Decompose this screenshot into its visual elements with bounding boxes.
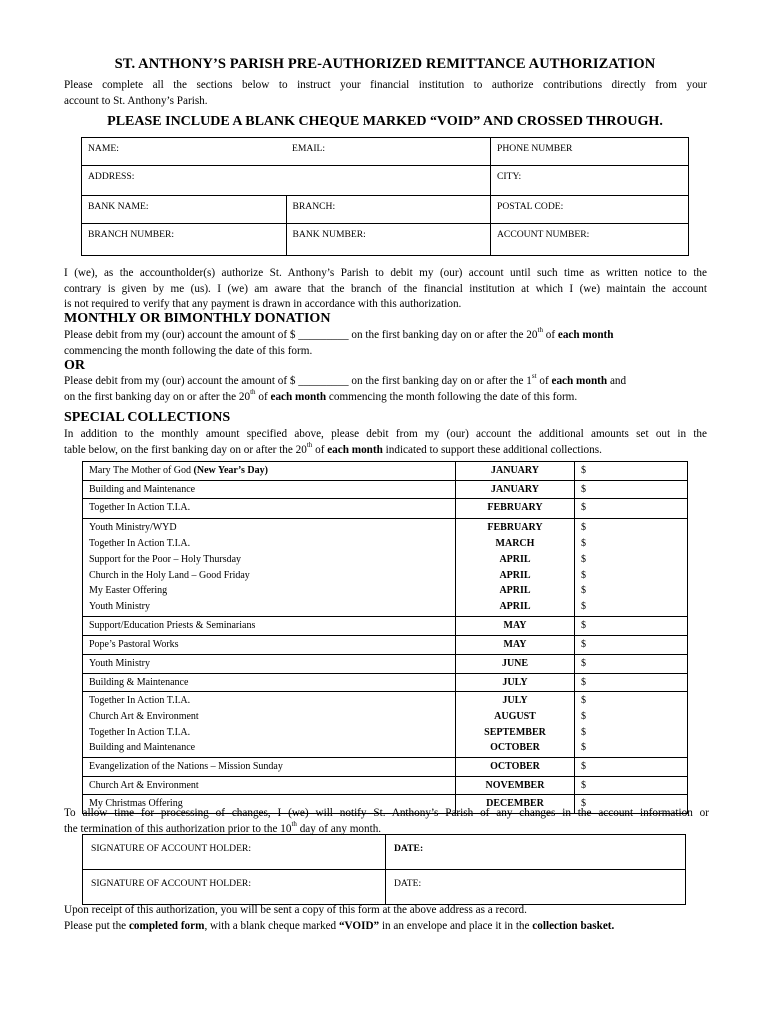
bimonthly-paragraph xyxy=(64,374,707,405)
bimonthly-text: commencing the month following the date of this form. xyxy=(326,390,578,403)
collection-name-cell xyxy=(83,499,456,519)
collection-row xyxy=(83,462,688,481)
collection-month-cell xyxy=(456,480,575,499)
collection-name xyxy=(89,482,449,498)
ordinal-suffix: th xyxy=(537,326,543,335)
change-notice-paragraph xyxy=(64,806,709,837)
name-field[interactable]: NAME: xyxy=(82,138,287,166)
footer-line: Upon receipt of this authorization, you will be sent a copy of this form at the above address as a record. xyxy=(64,904,527,916)
collection-amount-cell[interactable] xyxy=(575,617,688,636)
footer-line xyxy=(64,919,707,935)
intro-line: account to St. Anthony’s Parish. xyxy=(64,94,208,107)
ordinal-suffix: th xyxy=(291,819,297,828)
collection-name-cell xyxy=(83,519,456,617)
collection-name-text: Mary The Mother of God xyxy=(89,465,192,476)
collection-name-cell xyxy=(83,636,456,655)
collection-amount[interactable]: $ xyxy=(581,779,586,791)
collection-name-text: Support/Education Priests & Seminarians xyxy=(89,620,256,632)
bimonthly-line xyxy=(64,374,707,390)
collection-name-text: Support for the Poor – Holy Thursday xyxy=(89,553,242,565)
monthly-line xyxy=(64,328,707,344)
collection-month: JUNE xyxy=(501,657,529,669)
collection-name-text: Together In Action T.I.A. xyxy=(89,695,191,707)
collection-name-text: Church in the Holy Land – Good Friday xyxy=(89,569,250,581)
collection-amount[interactable]: $ xyxy=(581,639,586,651)
bimonthly-line xyxy=(64,387,707,406)
monthly-text: Please debit from my (our) account the amount of $ _________ on the first banking day on or after the 20 xyxy=(64,329,538,341)
collection-name-text: Building and Maintenance xyxy=(89,742,196,754)
collection-amount[interactable]: $ xyxy=(581,522,586,534)
collection-month-cell xyxy=(456,776,575,795)
collection-amount[interactable]: $ xyxy=(581,798,586,810)
collection-name-text: Youth Ministry/WYD xyxy=(89,522,177,534)
collection-name-text: Together In Action T.I.A. xyxy=(89,726,191,738)
special-text: indicated to support these additional collections. xyxy=(382,443,602,456)
collection-name xyxy=(89,520,449,536)
collection-name-text: Pope’s Pastoral Works xyxy=(89,639,179,651)
collection-month-cell xyxy=(456,654,575,673)
collection-name-text: Building and Maintenance xyxy=(89,483,196,495)
collection-month-cell xyxy=(456,462,575,481)
collection-amount[interactable]: $ xyxy=(581,483,586,495)
collection-name xyxy=(89,552,449,568)
collection-name-text: My Christmas Offering xyxy=(89,798,183,810)
collection-name xyxy=(89,693,449,709)
each-month-bold: each month xyxy=(551,375,608,387)
special-collections-heading: SPECIAL COLLECTIONS xyxy=(64,410,231,425)
intro-line: Please complete all the sections below to instruct your financial institution to authorize contributions directly from your xyxy=(64,79,707,91)
collection-amount[interactable]: $ xyxy=(581,657,586,669)
collection-name xyxy=(89,536,449,552)
collection-month: APRIL xyxy=(499,600,531,612)
void-bold: “VOID” xyxy=(338,919,380,932)
collection-name xyxy=(89,656,449,672)
collection-name-cell xyxy=(83,654,456,673)
ordinal-suffix: th xyxy=(306,440,313,449)
monthly-line: commencing the month following the date of this form. xyxy=(64,344,313,357)
or-heading: OR xyxy=(64,358,85,373)
collection-month-cell xyxy=(456,617,575,636)
signature-field-2[interactable]: SIGNATURE OF ACCOUNT HOLDER: xyxy=(83,870,386,905)
collection-name xyxy=(89,583,449,599)
collection-month: JULY xyxy=(502,695,528,707)
collection-name xyxy=(89,740,449,756)
collection-note: (New Year’s Day) xyxy=(193,465,268,476)
phone-field[interactable]: PHONE NUMBER xyxy=(491,138,689,166)
email-field[interactable]: EMAIL: xyxy=(286,138,491,166)
collection-name-cell xyxy=(83,673,456,692)
collection-name xyxy=(89,463,449,479)
collection-name-cell xyxy=(83,758,456,777)
collection-amount-cell[interactable] xyxy=(575,654,688,673)
each-month-bold: each month xyxy=(270,390,327,403)
date-field-2[interactable]: DATE: xyxy=(386,870,686,905)
account-number-field[interactable]: ACCOUNT NUMBER: xyxy=(491,224,689,256)
collection-amount[interactable]: $ xyxy=(581,553,586,565)
footer-text: , with a blank cheque marked xyxy=(204,919,339,932)
collection-name xyxy=(89,675,449,691)
collection-name-text: Church Art & Environment xyxy=(89,710,199,722)
branch-field[interactable]: BRANCH: xyxy=(286,196,491,224)
collection-amount[interactable]: $ xyxy=(581,502,586,514)
account-info-table xyxy=(81,137,689,256)
collection-name-cell xyxy=(83,480,456,499)
collection-name-text: Building & Maintenance xyxy=(89,676,189,688)
special-collections-paragraph xyxy=(64,427,707,458)
special-line: In addition to the monthly amount specified above, please debit from my (our) account the additional amounts set out in the xyxy=(64,428,707,440)
collection-month: JANUARY xyxy=(491,483,539,495)
collection-amount[interactable]: $ xyxy=(581,569,586,581)
ordinal-suffix: st xyxy=(531,372,537,381)
collection-amount-cell[interactable] xyxy=(575,480,688,499)
postal-code-field[interactable]: POSTAL CODE: xyxy=(491,196,689,224)
collection-month: OCTOBER xyxy=(490,761,540,773)
collection-amount-cell[interactable] xyxy=(575,462,688,481)
notice-text: the termination of this authorization prior to the 10 xyxy=(64,822,292,835)
collection-month: MAY xyxy=(503,620,527,632)
collection-month: SEPTEMBER xyxy=(484,726,546,738)
collection-amount-cell[interactable] xyxy=(575,499,688,519)
branch-number-field[interactable]: BRANCH NUMBER: xyxy=(82,224,287,256)
collection-month: OCTOBER xyxy=(490,742,540,754)
collection-name-cell xyxy=(83,776,456,795)
completed-form-bold: completed form xyxy=(128,919,205,932)
collection-month: APRIL xyxy=(499,569,531,581)
collection-month: MAY xyxy=(503,639,527,651)
collection-row xyxy=(83,776,688,795)
collection-amount[interactable]: $ xyxy=(581,600,586,612)
collection-month: AUGUST xyxy=(494,710,536,722)
footer-paragraph xyxy=(64,903,707,934)
collection-name-text: Evangelization of the Nations – Mission Sunday xyxy=(89,761,283,773)
collection-month: NOVEMBER xyxy=(485,779,545,791)
intro-paragraph xyxy=(64,78,707,109)
ordinal-suffix: th xyxy=(250,387,256,396)
signature-field-1[interactable]: SIGNATURE OF ACCOUNT HOLDER: xyxy=(83,835,386,870)
special-line xyxy=(64,440,707,459)
authorization-paragraph xyxy=(64,266,707,313)
special-collections-table xyxy=(82,461,688,814)
collection-month: APRIL xyxy=(499,553,531,565)
monthly-text: of xyxy=(542,329,558,341)
collection-month-cell xyxy=(456,758,575,777)
collection-amount[interactable]: $ xyxy=(581,710,586,722)
collection-month: MARCH xyxy=(495,538,535,550)
collection-amount[interactable]: $ xyxy=(581,620,586,632)
collection-row xyxy=(83,673,688,692)
bimonthly-text: and xyxy=(607,375,627,387)
collection-amount-cell[interactable] xyxy=(575,673,688,692)
collection-row xyxy=(83,480,688,499)
footer-text: in an envelope and place it in the xyxy=(379,919,533,932)
authorization-line: I (we), as the accountholder(s) authorize St. Anthony’s Parish to debit my (our) account until such time as written notice to the xyxy=(64,267,707,279)
collection-name-cell xyxy=(83,462,456,481)
each-month-bold: each month xyxy=(557,329,614,341)
each-month-bold: each month xyxy=(327,443,383,456)
special-text: of xyxy=(312,443,328,456)
collection-row xyxy=(83,617,688,636)
collection-amount-cell[interactable] xyxy=(575,692,688,758)
collection-amount-cell[interactable] xyxy=(575,519,688,617)
collection-amount[interactable]: $ xyxy=(581,465,586,476)
collection-name xyxy=(89,778,449,794)
collection-amount[interactable]: $ xyxy=(581,676,586,688)
monthly-heading: MONTHLY OR BIMONTHLY DONATION xyxy=(64,311,331,326)
monthly-paragraph xyxy=(64,328,707,359)
collection-name xyxy=(89,759,449,775)
collection-name xyxy=(89,709,449,725)
collection-month-cell xyxy=(456,673,575,692)
form-title: ST. ANTHONY’S PARISH PRE-AUTHORIZED REMITTANCE AUTHORIZATION xyxy=(114,56,656,72)
collection-month: JANUARY xyxy=(491,465,539,476)
collection-month-cell xyxy=(456,519,575,617)
signature-table xyxy=(82,834,686,905)
collection-row xyxy=(83,654,688,673)
notice-text: day of any month. xyxy=(296,822,382,835)
date-field-1[interactable]: DATE: xyxy=(386,835,686,870)
collection-amount[interactable]: $ xyxy=(581,742,586,754)
bank-number-field[interactable]: BANK NUMBER: xyxy=(286,224,491,256)
collection-amount[interactable]: $ xyxy=(581,695,586,707)
cheque-notice: PLEASE INCLUDE A BLANK CHEQUE MARKED “VOID” AND CROSSED THROUGH. xyxy=(107,114,663,129)
collection-month: DECEMBER xyxy=(486,798,544,810)
bimonthly-text: of xyxy=(536,375,552,387)
collection-name xyxy=(89,599,449,615)
bimonthly-text: of xyxy=(255,390,271,403)
collection-name xyxy=(89,500,449,516)
collection-month: JULY xyxy=(502,676,528,688)
collection-month-cell xyxy=(456,499,575,519)
collection-month: FEBRUARY xyxy=(487,522,543,534)
bimonthly-text: on the first banking day on or after the 20 xyxy=(64,390,251,403)
address-field[interactable]: ADDRESS: xyxy=(82,166,491,196)
collection-amount[interactable]: $ xyxy=(581,585,586,597)
collection-amount-cell[interactable] xyxy=(575,636,688,655)
collection-basket-bold: collection basket. xyxy=(532,919,615,932)
authorization-line: is not required to verify that any payment is drawn in accordance with this authorization. xyxy=(64,298,462,310)
collection-row xyxy=(83,692,688,758)
collection-month-cell xyxy=(456,692,575,758)
collection-name-text: Together In Action T.I.A. xyxy=(89,538,191,550)
collection-month: FEBRUARY xyxy=(487,502,543,514)
collection-month-cell xyxy=(456,636,575,655)
collection-name-text: My Easter Offering xyxy=(89,585,168,597)
collection-name-text: Youth Ministry xyxy=(89,657,150,669)
collection-row xyxy=(83,636,688,655)
collection-row xyxy=(83,499,688,519)
notice-line: To allow time for processing of changes, I (we) will notify St. Anthony’s Parish of any changes in the account information or xyxy=(64,807,709,819)
special-text: table below, on the first banking day on or after the 20 xyxy=(64,443,307,456)
collection-amount-cell[interactable] xyxy=(575,776,688,795)
collection-name xyxy=(89,618,449,634)
collection-amount[interactable]: $ xyxy=(581,538,586,550)
collection-month: APRIL xyxy=(499,585,531,597)
collection-name xyxy=(89,637,449,653)
collection-name-text: Church Art & Environment xyxy=(89,779,199,791)
bimonthly-text: Please debit from my (our) account the amount of $ _________ on the first banking day on or after the 1 xyxy=(64,375,532,387)
collection-name-text: Together In Action T.I.A. xyxy=(89,502,191,514)
footer-text: Please put the xyxy=(64,919,129,932)
city-field[interactable]: CITY: xyxy=(491,166,689,196)
collection-name-cell xyxy=(83,692,456,758)
authorization-line: contrary is given by me (us). I (we) am aware that the branch of the financial institution at which I (we) maintain the account xyxy=(64,282,707,295)
collection-row xyxy=(83,758,688,777)
collection-amount[interactable]: $ xyxy=(581,761,586,773)
collection-amount-cell[interactable] xyxy=(575,758,688,777)
collection-row xyxy=(83,519,688,617)
collection-name-cell xyxy=(83,617,456,636)
collection-name xyxy=(89,725,449,741)
collection-name xyxy=(89,568,449,584)
bank-name-field[interactable]: BANK NAME: xyxy=(82,196,287,224)
collection-amount[interactable]: $ xyxy=(581,726,586,738)
collection-name-text: Youth Ministry xyxy=(89,600,150,612)
